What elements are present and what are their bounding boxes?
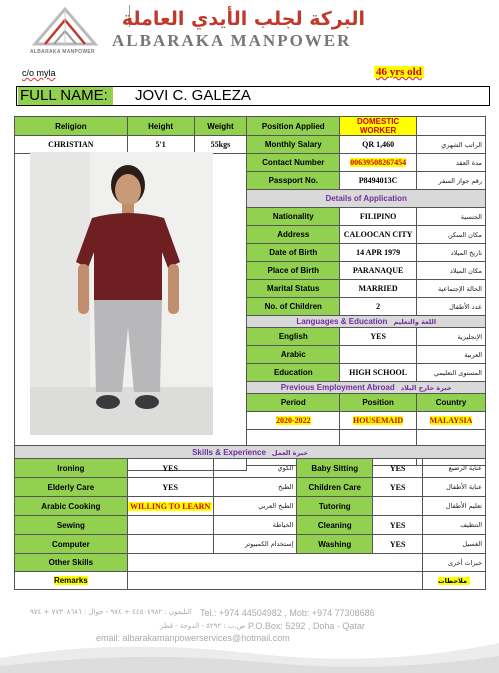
- skill-label: Cleaning: [297, 516, 373, 535]
- info-label: Passport No.: [247, 172, 340, 190]
- age-badge: 46 yrs old: [376, 66, 422, 78]
- detail-arabic: مكان السكن: [417, 226, 486, 244]
- skill-value: YES: [373, 459, 423, 478]
- skill-arabic: الخياطة: [213, 516, 297, 535]
- skill-label: Washing: [297, 535, 373, 554]
- skill-arabic: التنظيف: [423, 516, 486, 535]
- languages-section-title: Languages & Education اللغة والتعليم: [247, 316, 486, 328]
- detail-label: Address: [247, 226, 340, 244]
- company-name-arabic: البركة لجلب الأيدي العاملة: [121, 8, 365, 30]
- full-name-value: JOVI C. GALEZA: [135, 87, 251, 104]
- skills-table: [14, 445, 486, 590]
- religion-value: CHRISTIAN: [15, 136, 128, 154]
- info-label: Contact Number: [247, 154, 340, 172]
- period-header: Period: [247, 394, 340, 412]
- employment-position: HOUSEMAID: [352, 416, 404, 425]
- language-value: YES: [340, 328, 417, 346]
- skill-label: Baby Sitting: [297, 459, 373, 478]
- religion-header: Religion: [15, 117, 128, 136]
- skill-arabic: الغسيل: [423, 535, 486, 554]
- info-arabic: مدة العقد: [417, 154, 486, 172]
- skill-label: Elderly Care: [15, 478, 128, 497]
- footer-phone: Tel.: +974 44504982 , Mob: +974 77308686: [200, 608, 375, 618]
- skill-value: [127, 535, 213, 554]
- skill-label: Tutoring: [297, 497, 373, 516]
- detail-label: Date of Birth: [247, 244, 340, 262]
- language-value: HIGH SCHOOL: [340, 364, 417, 382]
- language-arabic: الإنجليزية: [417, 328, 486, 346]
- height-value: 5'1: [127, 136, 194, 154]
- detail-label: Marital Status: [247, 280, 340, 298]
- skill-value: YES: [373, 478, 423, 497]
- skill-value: YES: [373, 516, 423, 535]
- skill-label: Sewing: [15, 516, 128, 535]
- skills-section-title: Skills & Experience خبرة العمل: [15, 446, 486, 459]
- employment-section-title: Previous Employment Abroad خبرة خارج البلاد: [247, 382, 486, 394]
- footer-pobox: P.O.Box: 5292 , Doha - Qatar: [248, 621, 365, 631]
- detail-arabic: مكان الميلاد: [417, 262, 486, 280]
- detail-arabic: الحالة الإجتماعية: [417, 280, 486, 298]
- skill-value: [373, 497, 423, 516]
- country-header: Country: [417, 394, 486, 412]
- employment-period: 2020-2022: [275, 416, 311, 425]
- language-arabic: المستوى التعليمي: [417, 364, 486, 382]
- info-value: P8494013C: [340, 172, 417, 190]
- footer-arabic-phone: التليفون : ٤٤٥٠٤٩٨٢ + ٩٧٤ - جوال : ٧٧٣٠٨٦٨٦ + ٩٧٤: [30, 608, 192, 616]
- applicant-photo: [30, 152, 213, 435]
- skill-value: WILLING TO LEARN: [130, 501, 211, 511]
- skill-label: Children Care: [297, 478, 373, 497]
- language-arabic: العربية: [417, 346, 486, 364]
- info-arabic: الراتب الشهري: [417, 136, 486, 154]
- detail-label: Place of Birth: [247, 262, 340, 280]
- other-skills-arabic: خبرات أخرى: [423, 554, 486, 572]
- skill-value: YES: [373, 535, 423, 554]
- info-label: Monthly Salary: [247, 136, 340, 154]
- height-header: Height: [127, 117, 194, 136]
- remarks-arabic: ملاحظات: [438, 577, 470, 585]
- skill-label: Arabic Cooking: [15, 497, 128, 516]
- skill-arabic: الطبخ: [213, 478, 297, 497]
- other-skills-label: Other Skills: [15, 554, 128, 572]
- detail-value: 2: [340, 298, 417, 316]
- footer-pobox-arabic: ص.ب : ٥٢٩٢ - الدوحة - قطر: [160, 622, 246, 630]
- skill-value: YES: [127, 478, 213, 497]
- care-of-note: c/o myla: [22, 68, 56, 78]
- skill-arabic: إستخدام الكمبيوتر: [213, 535, 297, 554]
- detail-value: 14 APR 1979: [340, 244, 417, 262]
- language-label: Arabic: [247, 346, 340, 364]
- detail-value: MARRIED: [340, 280, 417, 298]
- detail-label: Nationality: [247, 208, 340, 226]
- detail-value: FILIPINO: [340, 208, 417, 226]
- info-value: QR 1,460: [340, 136, 417, 154]
- logo-caption: ALBARAKA MANPOWER: [30, 49, 95, 55]
- skill-value: [127, 516, 213, 535]
- position-col-header: Position: [340, 394, 417, 412]
- info-arabic: رقم جواز السفر: [417, 172, 486, 190]
- detail-arabic: الجنسية: [417, 208, 486, 226]
- weight-value: 55kgs: [194, 136, 247, 154]
- full-name-label: FULL NAME:: [18, 87, 113, 105]
- skill-arabic: عناية الرضيع: [423, 459, 486, 478]
- detail-label: No. of Children: [247, 298, 340, 316]
- details-section-title: Details of Application: [247, 190, 486, 208]
- position-value: DOMESTIC WORKER: [340, 117, 416, 135]
- contact-number-value: 00639508267454: [350, 158, 407, 167]
- skill-arabic: عناية الأطفال: [423, 478, 486, 497]
- full-name-row: [16, 86, 490, 106]
- language-label: English: [247, 328, 340, 346]
- weight-header: Weight: [194, 117, 247, 136]
- skill-arabic: الكوي: [213, 459, 297, 478]
- language-value: [340, 346, 417, 364]
- language-label: Education: [247, 364, 340, 382]
- skill-arabic: تعليم الأطفال: [423, 497, 486, 516]
- employment-country: MALAYSIA: [429, 416, 473, 425]
- skill-label: Computer: [15, 535, 128, 554]
- detail-value: PARANAQUE: [340, 262, 417, 280]
- skill-value: YES: [127, 459, 213, 478]
- company-logo: [30, 4, 100, 48]
- position-header: Position Applied: [247, 117, 340, 136]
- detail-arabic: عدد الأطفال: [417, 298, 486, 316]
- remarks-label: Remarks: [53, 576, 88, 585]
- company-name: ALBARAKA MANPOWER: [112, 31, 352, 50]
- footer-email: email: albarakamanpowerservices@hotmail.com: [96, 633, 290, 643]
- skill-label: Ironing: [15, 459, 128, 478]
- detail-arabic: تاريخ الميلاد: [417, 244, 486, 262]
- skill-arabic: الطبخ العربي: [213, 497, 297, 516]
- detail-value: CALOOCAN CITY: [340, 226, 417, 244]
